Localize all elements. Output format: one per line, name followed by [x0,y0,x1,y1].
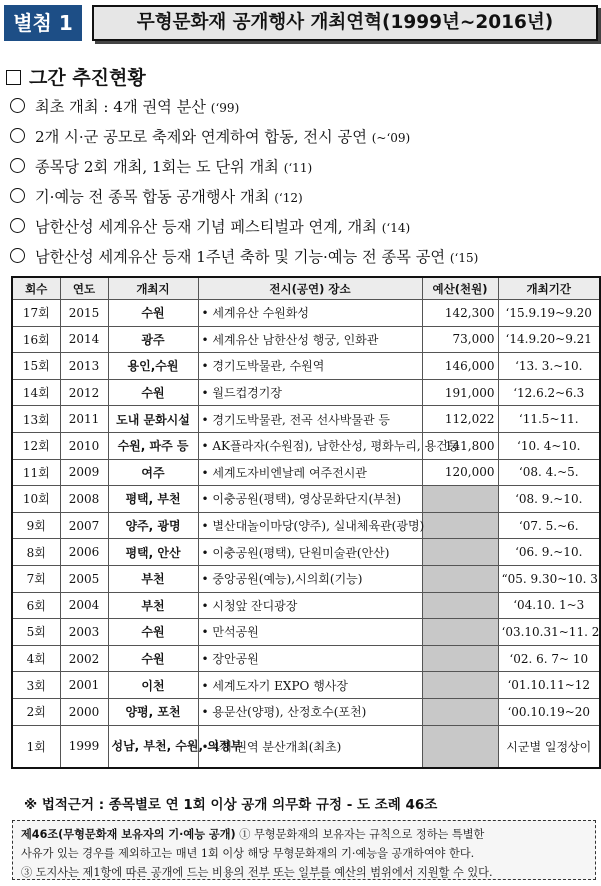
cell-period: ‘11.5~11. [498,406,600,433]
cell-round: 10회 [12,486,60,513]
cell-year: 2004 [60,592,108,619]
bullet-item [10,212,600,242]
ordinance-line: 사유가 있는 경우를 제외하고는 매년 1회 이상 해당 무형문화재의 기·예능을 공개하여야 한다. [21,847,475,860]
cell-year: 2001 [60,672,108,699]
bullet-year: (‘12) [274,191,303,205]
cell-period: ‘15.9.19~9.20 [498,300,600,327]
table-row [12,592,600,619]
bullet-text: 종목당 2회 개최, 1회는 도 단위 개최 [35,158,279,176]
cell-site: 광주 [108,326,198,353]
cell-period: ‘07. 5.~6. [498,512,600,539]
cell-round: 15회 [12,353,60,380]
bullet-year: (‘15) [449,251,479,265]
table-row [12,672,600,699]
bullet-text: 남한산성 세계유산 등재 기념 페스티벌과 연계, 개최 [35,218,377,236]
cell-site: 수원 [108,645,198,672]
cell-venue: • 이충공원(평택), 영상문화단지(부천) [198,486,422,513]
bullet-text: 2개 시·군 공모로 축제와 연계하여 합동, 전시 공연 [35,128,367,146]
cell-year: 2013 [60,353,108,380]
bullet-year: (‘99) [210,101,240,115]
table-row [12,432,600,459]
cell-venue: • 월드컵경기장 [198,379,422,406]
cell-round: 4회 [12,645,60,672]
cell-period: ‘06. 9.~10. [498,539,600,566]
cell-period: ‘03.10.31~11. 2 [498,619,600,646]
cell-period: ‘14.9.20~9.21 [498,326,600,353]
cell-site: 평택, 부천 [108,486,198,513]
cell-budget: 141,800 [422,432,498,459]
bullet-text: 최초 개최 : 4개 권역 분산 [35,98,206,116]
cell-venue: • 용문산(양평), 산정호수(포천) [198,698,422,725]
bullet-year: (‘11) [283,161,313,175]
cell-site: 도내 문화시설 [108,406,198,433]
bullet-year: (‘14) [381,221,411,235]
cell-venue: • 만석공원 [198,619,422,646]
cell-budget: 73,000 [422,326,498,353]
cell-budget: 120,000 [422,459,498,486]
cell-round: 2회 [12,698,60,725]
cell-year: 2008 [60,486,108,513]
cell-round: 3회 [12,672,60,699]
cell-budget [422,592,498,619]
cell-budget: 112,022 [422,406,498,433]
cell-site: 부천 [108,592,198,619]
cell-budget [422,698,498,725]
table-row [12,300,600,327]
history-bullet-list [10,92,600,272]
cell-budget [422,539,498,566]
cell-period: ‘12.6.2~6.3 [498,379,600,406]
cell-site: 양주, 광명 [108,512,198,539]
cell-budget [422,645,498,672]
ordinance-title: 제46조(무형문화재 보유자의 기·예능 공개) [21,828,236,841]
ordinance-box [12,820,596,880]
cell-round: 8회 [12,539,60,566]
cell-round: 14회 [12,379,60,406]
table-row [12,645,600,672]
cell-year: 2007 [60,512,108,539]
cell-venue: • 4개 권역 분산개최(최초) [198,725,422,768]
cell-venue: • 세계유산 수원화성 [198,300,422,327]
cell-site: 수원 [108,379,198,406]
cell-venue: • 세계도자기 EXPO 행사장 [198,672,422,699]
cell-budget [422,486,498,513]
cell-round: 1회 [12,725,60,768]
cell-period: ‘13. 3.~10. [498,353,600,380]
cell-round: 13회 [12,406,60,433]
page-title: 무형문화재 공개행사 개최연혁(1999년~2016년) [92,5,598,41]
cell-budget [422,619,498,646]
circle-bullet-icon [10,218,25,233]
cell-year: 2009 [60,459,108,486]
cell-venue: • 별산대놀이마당(양주), 실내체육관(광명) [198,512,422,539]
cell-round: 11회 [12,459,60,486]
cell-venue: • 중앙공원(예능),시의회(기능) [198,565,422,592]
bullet-item [10,152,600,182]
cell-site: 여주 [108,459,198,486]
section-title-text: 그간 추진현황 [29,67,146,89]
table-row [12,379,600,406]
section-title [6,63,146,90]
cell-site: 이천 [108,672,198,699]
cell-round: 9회 [12,512,60,539]
cell-year: 2015 [60,300,108,327]
event-history-table [11,276,601,769]
cell-year: 2014 [60,326,108,353]
cell-site: 부천 [108,565,198,592]
cell-site: 용인,수원 [108,353,198,380]
table-row [12,459,600,486]
cell-round: 6회 [12,592,60,619]
cell-year: 1999 [60,725,108,768]
cell-round: 5회 [12,619,60,646]
table-body [12,300,600,768]
table-row [12,725,600,768]
cell-year: 2011 [60,406,108,433]
cell-period: ‘02. 6. 7~ 10 [498,645,600,672]
cell-period: ‘10. 4~10. [498,432,600,459]
cell-venue: • 시청앞 잔디광장 [198,592,422,619]
cell-budget [422,565,498,592]
ordinance-line: ① 무형문화재의 보유자는 규칙으로 정하는 특별한 [239,828,485,841]
bullet-text: 기·예능 전 종목 합동 공개행사 개최 [35,188,270,206]
circle-bullet-icon [10,158,25,173]
cell-period: ‘08. 4.~5. [498,459,600,486]
cell-budget [422,672,498,699]
cell-year: 2010 [60,432,108,459]
cell-period: “05. 9.30~10. 3 [498,565,600,592]
cell-budget [422,512,498,539]
bullet-year: (~‘09) [371,131,411,145]
cell-budget: 191,000 [422,379,498,406]
cell-round: 12회 [12,432,60,459]
cell-period: ‘01.10.11~12 [498,672,600,699]
cell-site: 수원 [108,300,198,327]
cell-budget: 142,300 [422,300,498,327]
col-header-period: 개최기간 [498,277,600,300]
cell-round: 17회 [12,300,60,327]
cell-venue: • 장안공원 [198,645,422,672]
cell-venue: • 경기도박물관, 수원역 [198,353,422,380]
legal-basis-note: ※ 법적근거 : 종목별로 연 1회 이상 공개 의무화 규정 - 도 조례 46조 [24,797,438,813]
table-row [12,539,600,566]
square-bullet-icon [6,70,21,85]
circle-bullet-icon [10,98,25,113]
col-header-year: 연도 [60,277,108,300]
bullet-item [10,182,600,212]
cell-budget: 146,000 [422,353,498,380]
bullet-item [10,122,600,152]
cell-site: 양평, 포천 [108,698,198,725]
cell-venue: • 경기도박물관, 전곡 선사박물관 등 [198,406,422,433]
circle-bullet-icon [10,248,25,263]
cell-site: 평택, 안산 [108,539,198,566]
cell-year: 2000 [60,698,108,725]
bullet-item [10,242,600,272]
attachment-badge: 별첨 1 [4,5,82,41]
bullet-text: 남한산성 세계유산 등재 1주년 축하 및 기능·예능 전 종목 공연 [35,248,446,266]
cell-venue: • AK플라자(수원점), 남한산성, 평화누리, 용건등 [198,432,422,459]
cell-period: ‘00.10.19~20 [498,698,600,725]
circle-bullet-icon [10,128,25,143]
cell-site: 성남, 부천, 수원, 의정부 [108,725,198,768]
cell-year: 2003 [60,619,108,646]
table-row [12,326,600,353]
col-header-venue: 전시(공연) 장소 [198,277,422,300]
cell-venue: • 세계유산 남한산성 행궁, 인화관 [198,326,422,353]
bullet-item [10,92,600,122]
circle-bullet-icon [10,188,25,203]
table-row [12,565,600,592]
table-row [12,512,600,539]
col-header-site: 개최지 [108,277,198,300]
cell-site: 수원, 파주 등 [108,432,198,459]
cell-period: 시군별 일정상이 [498,725,600,768]
ordinance-line: ③ 도지사는 제1항에 따른 공개에 드는 비용의 전부 또는 일부를 예산의 범위에서 지원할 수 있다. [21,866,493,879]
table-row [12,353,600,380]
table-row [12,486,600,513]
cell-round: 16회 [12,326,60,353]
cell-year: 2005 [60,565,108,592]
cell-period: ‘04.10. 1~3 [498,592,600,619]
cell-period: ‘08. 9.~10. [498,486,600,513]
cell-year: 2012 [60,379,108,406]
table-row [12,698,600,725]
table-row [12,406,600,433]
cell-year: 2002 [60,645,108,672]
col-header-budget: 예산(천원) [422,277,498,300]
table-row [12,619,600,646]
table-header [12,277,600,300]
page-header [4,5,596,41]
cell-site: 수원 [108,619,198,646]
cell-budget [422,725,498,768]
col-header-round: 회수 [12,277,60,300]
cell-round: 7회 [12,565,60,592]
cell-year: 2006 [60,539,108,566]
cell-venue: • 세계도자비엔날레 여주전시관 [198,459,422,486]
cell-venue: • 이충공원(평택), 단원미술관(안산) [198,539,422,566]
